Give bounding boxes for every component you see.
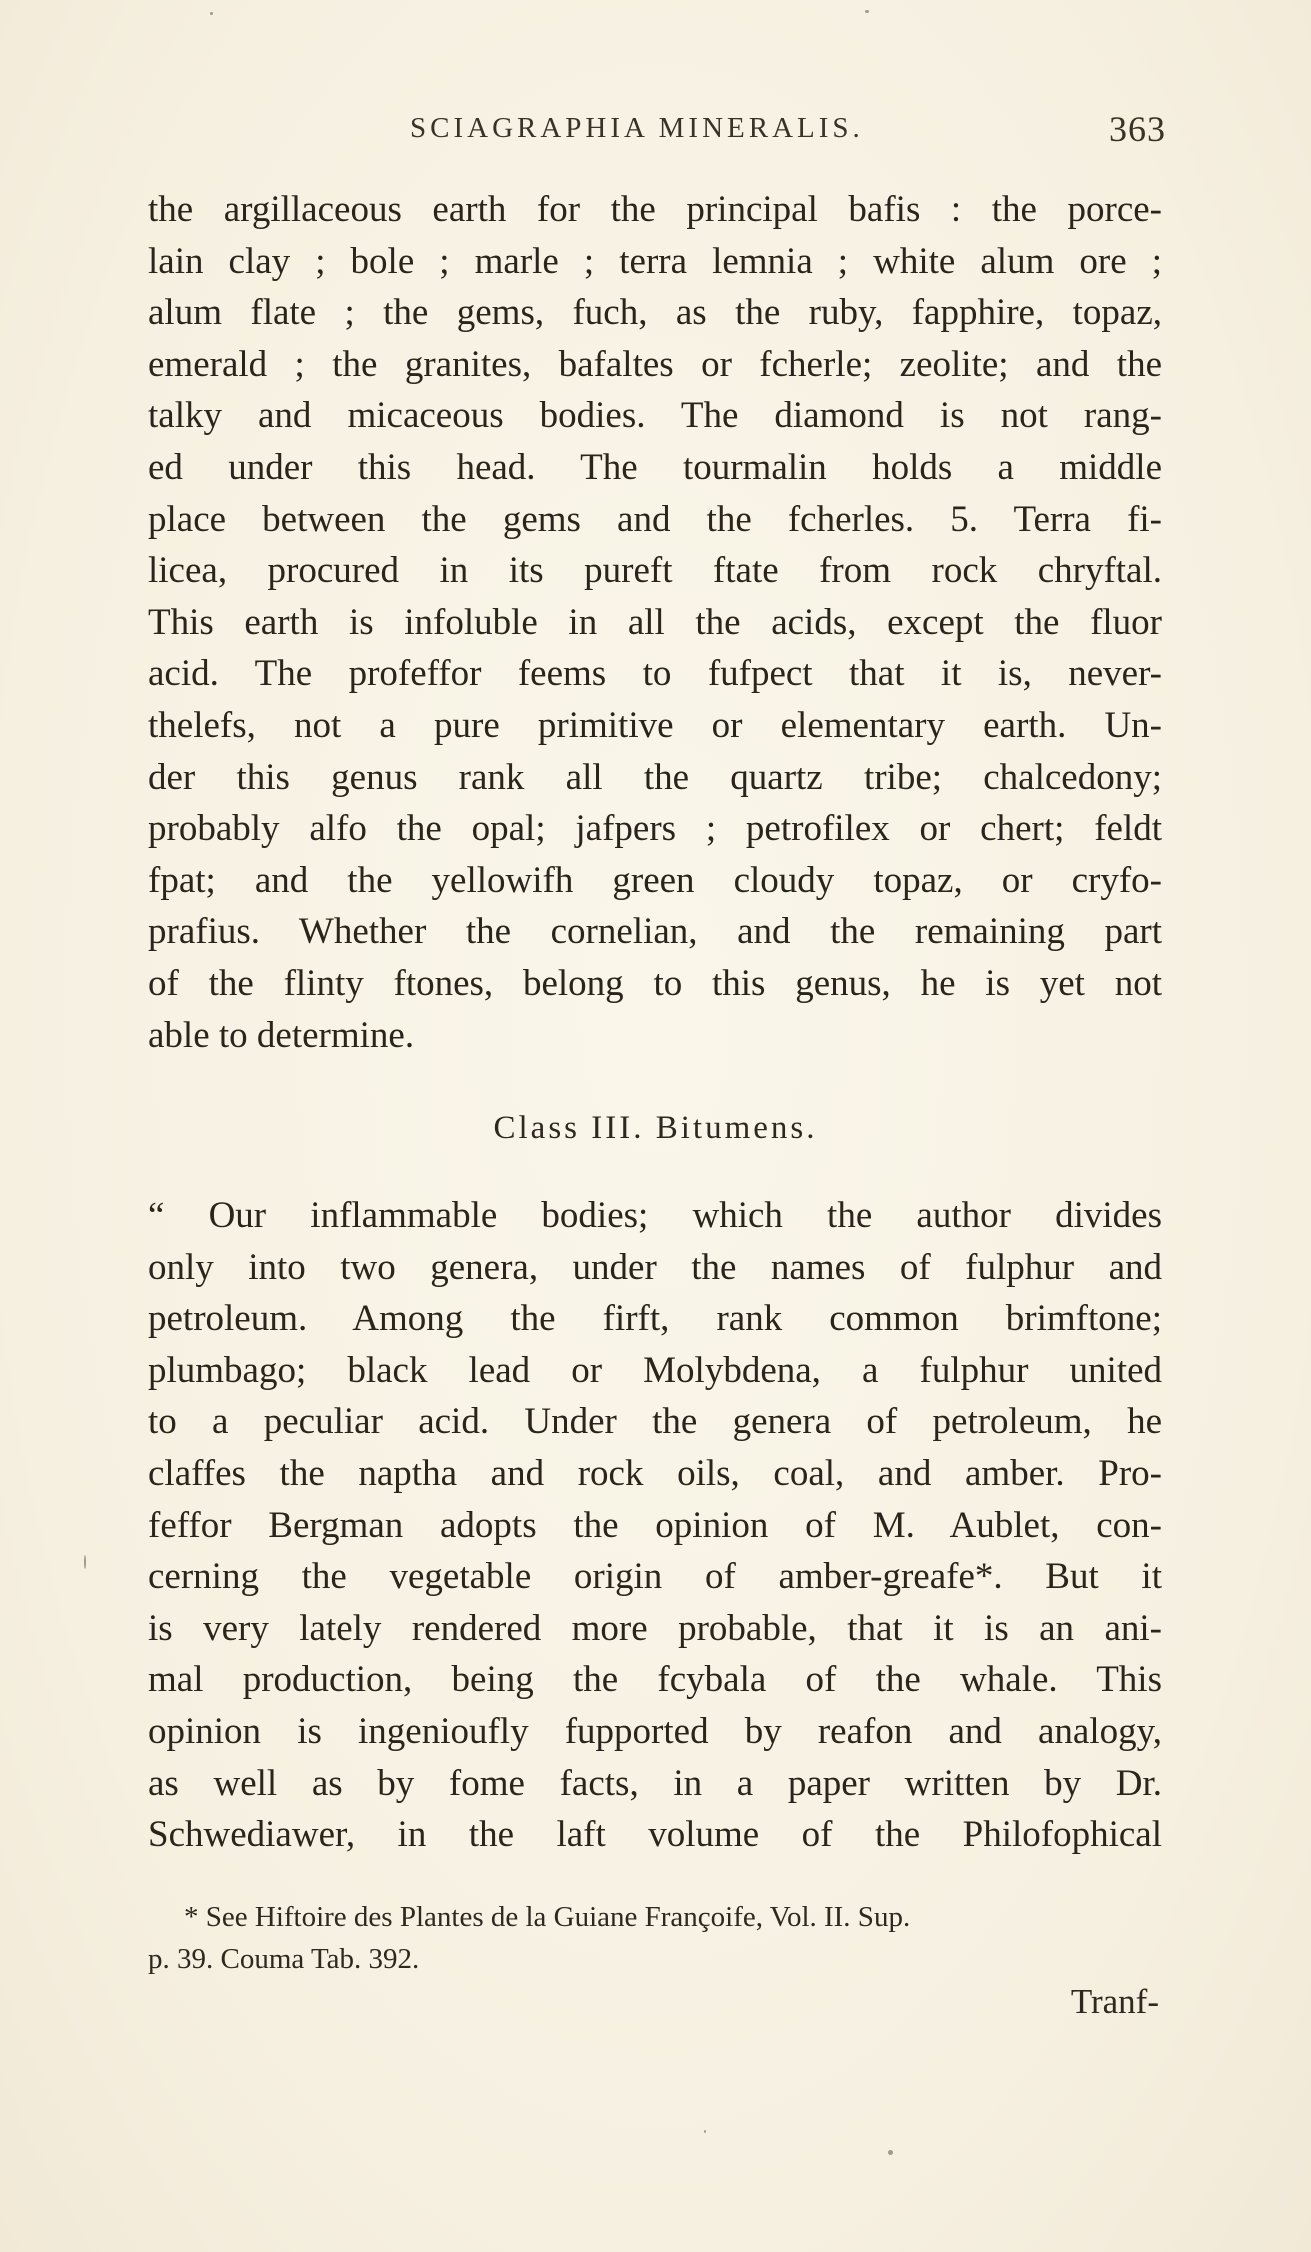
text-line: able to determine. bbox=[148, 1014, 415, 1056]
text-line: prafius. Whether the cornelian, and the remaining part bbox=[148, 911, 1162, 953]
paragraph-earths bbox=[148, 184, 1162, 1061]
running-title: SCIAGRAPHIA MINERALIS. bbox=[410, 112, 864, 144]
text-line: emerald ; the granites, bafaltes or fcherle; zeolite; and the bbox=[148, 343, 1162, 385]
text-line: probably alfo the opal; jafpers ; petrofilex or chert; feldt bbox=[148, 808, 1162, 850]
text-line: thelefs, not a pure primitive or elementary earth. Un- bbox=[148, 704, 1162, 746]
text-line: “ Our inflammable bodies; which the author divides bbox=[148, 1195, 1162, 1236]
text-line: fpat; and the yellowifh green cloudy topaz, or cryfo- bbox=[148, 859, 1162, 901]
text-line: lain clay ; bole ; marle ; terra lemnia ; white alum ore ; bbox=[148, 240, 1162, 282]
text-line: der this genus rank all the quartz tribe; chalcedony; bbox=[148, 756, 1162, 798]
text-line: petroleum. Among the firft, rank common brimftone; bbox=[148, 1298, 1162, 1340]
paper-speck bbox=[210, 12, 213, 15]
text-line: alum flate ; the gems, fuch, as the ruby, fapphire, topaz, bbox=[148, 292, 1162, 334]
text-line: talky and micaceous bodies. The diamond is not rang- bbox=[148, 395, 1162, 437]
paragraph-bitumens bbox=[148, 1190, 1162, 1861]
text-line: only into two genera, under the names of fulphur and bbox=[148, 1246, 1162, 1288]
text-line: feffor Bergman adopts the opinion of M. Aublet, con- bbox=[148, 1504, 1162, 1546]
footnote bbox=[148, 1896, 1162, 1980]
section-heading: Class III. Bitumens. bbox=[493, 1110, 818, 1146]
paper-speck bbox=[84, 1555, 86, 1569]
footnote-line: * See Hiftoire des Plantes de la Guiane Françoife, Vol. II. Sup. bbox=[184, 1901, 911, 1933]
text-line: cerning the vegetable origin of amber-greafe*. But it bbox=[148, 1556, 1162, 1598]
text-line: acid. The profeffor feems to fufpect that it is, never- bbox=[148, 653, 1162, 695]
text-line: ed under this head. The tourmalin holds a middle bbox=[148, 446, 1162, 488]
text-line: the argillaceous earth for the principal bafis : the porce- bbox=[148, 189, 1162, 230]
text-line: place between the gems and the fcherles. 5. Terra fi- bbox=[148, 498, 1162, 540]
text-line: licea, procured in its pureft ftate from rock chryftal. bbox=[148, 550, 1162, 592]
paper-speck bbox=[865, 10, 869, 13]
page-number: 363 bbox=[1109, 109, 1166, 149]
paper-speck bbox=[888, 2150, 893, 2155]
text-line: This earth is infoluble in all the acids, except the fluor bbox=[148, 601, 1162, 643]
text-line: mal production, being the fcybala of the whale. This bbox=[148, 1659, 1162, 1701]
text-line: of the flinty ftones, belong to this genus, he is yet not bbox=[148, 962, 1162, 1004]
text-line: plumbago; black lead or Molybdena, a fulphur united bbox=[148, 1349, 1162, 1391]
text-line: to a peculiar acid. Under the genera of petroleum, he bbox=[148, 1401, 1162, 1443]
text-line: claffes the naptha and rock oils, coal, and amber. Pro- bbox=[148, 1452, 1162, 1494]
text-line: as well as by fome facts, in a paper written by Dr. bbox=[148, 1762, 1162, 1804]
text-line: is very lately rendered more probable, that it is an ani- bbox=[148, 1607, 1162, 1649]
text-line: opinion is ingenioufly fupported by reafon and analogy, bbox=[148, 1710, 1162, 1752]
text-line: Schwediawer, in the laft volume of the Philofophical bbox=[148, 1814, 1162, 1856]
catchword: Tranf- bbox=[1070, 1982, 1159, 2021]
paper-speck bbox=[704, 2130, 706, 2133]
footnote-line: p. 39. Couma Tab. 392. bbox=[148, 1943, 420, 1975]
